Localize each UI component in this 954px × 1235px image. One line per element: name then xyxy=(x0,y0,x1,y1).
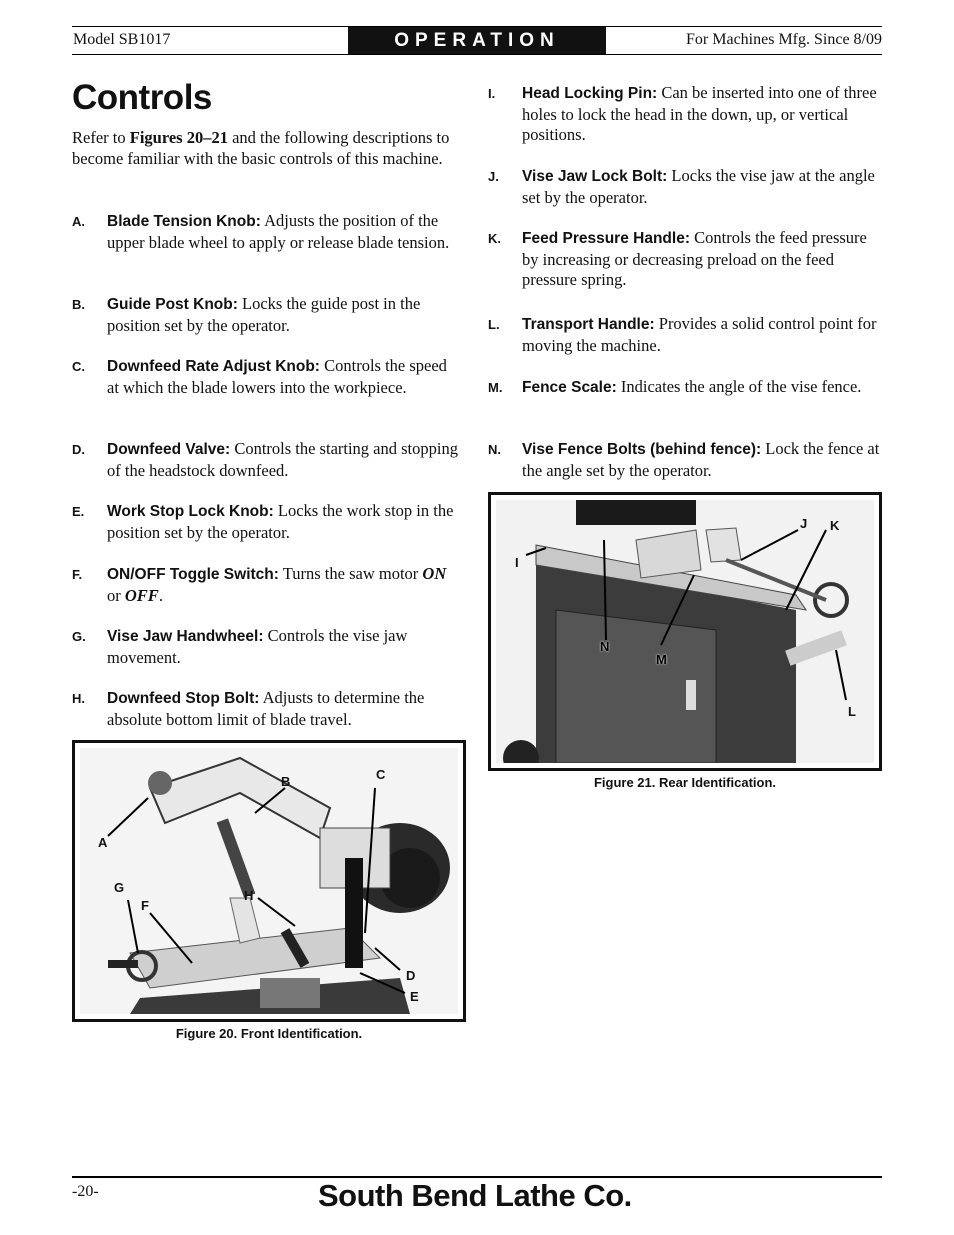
item-title: Downfeed Valve: xyxy=(107,441,231,458)
fig20-label-a: A xyxy=(98,835,108,850)
item-title: Downfeed Rate Adjust Knob: xyxy=(107,358,320,375)
machines-since-label: For Machines Mfg. Since 8/09 xyxy=(686,31,882,48)
figure-20-caption: Figure 20. Front Identification. xyxy=(175,1026,363,1041)
fig20-label-g: G xyxy=(114,880,125,895)
item-letter: D. xyxy=(72,442,85,457)
item-letter: K. xyxy=(488,231,501,246)
header-rule-bottom xyxy=(72,54,882,55)
item-letter: B. xyxy=(72,297,85,312)
fig21-label-i: I xyxy=(515,555,519,570)
item-title: Downfeed Stop Bolt: xyxy=(107,690,260,707)
item-letter: C. xyxy=(72,359,85,374)
item-text: Lock the fence at the angle set by the operator. xyxy=(522,439,880,480)
item-text: Controls the feed pressure by increasing or decreasing preload on the feed pressure spring. xyxy=(522,228,867,289)
item-text: Locks the guide post in the position set by the operator. xyxy=(107,294,421,335)
item-title: Fence Scale: xyxy=(522,379,617,396)
item-text: Adjusts to determine the absolute bottom limit of blade travel. xyxy=(107,688,425,729)
fig20-label-c: C xyxy=(376,767,386,782)
item-letter: N. xyxy=(488,442,501,457)
brand-logo-text: South Bend Lathe Co. xyxy=(318,1178,632,1213)
bandsaw-rear-illustration xyxy=(496,500,874,763)
item-mid: or xyxy=(107,585,125,605)
item-letter: A. xyxy=(72,214,85,229)
item-title: Transport Handle: xyxy=(522,316,655,333)
figure-20-frame xyxy=(72,740,466,1022)
item-text: Locks the vise jaw at the angle set by the operator. xyxy=(522,166,875,207)
item-letter: F. xyxy=(72,567,83,582)
page-title: Controls xyxy=(72,78,212,117)
item-text: Provides a solid control point for moving the machine. xyxy=(522,314,877,355)
fig21-label-n: N xyxy=(600,639,610,654)
item-text: Controls the speed at which the blade lowers into the workpiece. xyxy=(107,356,447,397)
fig21-label-j: J xyxy=(800,516,808,531)
intro-pre: Refer to xyxy=(72,128,130,147)
figure-21-frame xyxy=(488,492,882,771)
fig20-label-f: F xyxy=(141,898,149,913)
figure-21-caption: Figure 21. Rear Identification. xyxy=(593,775,777,790)
item-title: Head Locking Pin: xyxy=(522,85,658,102)
item-letter: L. xyxy=(488,317,500,332)
fig20-label-d: D xyxy=(406,968,416,983)
fig20-label-b: B xyxy=(281,774,291,789)
page-number: -20- xyxy=(72,1183,99,1200)
item-em-on: ON xyxy=(422,564,447,583)
figure-21-photo xyxy=(496,500,874,763)
item-text: Turns the saw motor xyxy=(278,564,423,583)
item-text: Controls the starting and stopping of the headstock downfeed. xyxy=(107,439,458,480)
item-letter: E. xyxy=(72,504,85,519)
item-title: Guide Post Knob: xyxy=(107,296,238,313)
item-text: Indicates the angle of the vise fence. xyxy=(616,377,862,396)
model-label: Model SB1017 xyxy=(73,31,171,48)
figure-20-photo xyxy=(80,748,458,1014)
item-letter: I. xyxy=(488,86,496,101)
item-title: Vise Jaw Lock Bolt: xyxy=(522,168,668,185)
bandsaw-front-illustration xyxy=(80,748,458,1014)
fig20-label-h: H xyxy=(244,888,254,903)
fig21-label-m: M xyxy=(656,652,667,667)
item-letter: G. xyxy=(72,629,86,644)
section-banner: OPERATION xyxy=(348,27,606,54)
item-title: Work Stop Lock Knob: xyxy=(107,503,274,520)
item-text: Can be inserted into one of three holes to lock the head in the down, up, or vertical positions. xyxy=(522,83,877,144)
item-letter: H. xyxy=(72,691,85,706)
item-text: Locks the work stop in the position set by the operator. xyxy=(107,501,454,542)
item-em-off: OFF xyxy=(124,585,159,605)
item-title: ON/OFF Toggle Switch: xyxy=(107,566,279,583)
intro-post: and the following descriptions to become familiar with the basic controls of this machine. xyxy=(72,128,450,168)
item-title: Feed Pressure Handle: xyxy=(522,230,690,247)
item-title: Blade Tension Knob: xyxy=(107,213,261,230)
item-letter: J. xyxy=(488,169,499,184)
fig21-label-k: K xyxy=(830,518,840,533)
item-text: Controls the vise jaw movement. xyxy=(107,626,408,667)
item-letter: M. xyxy=(488,380,503,395)
item-title: Vise Fence Bolts (behind fence): xyxy=(522,441,762,458)
intro-figures-ref: Figures 20–21 xyxy=(129,128,228,147)
item-text: Adjusts the position of the upper blade wheel to apply or release blade tension. xyxy=(107,211,450,252)
item-title: Vise Jaw Handwheel: xyxy=(107,628,264,645)
fig20-label-e: E xyxy=(410,989,419,1004)
fig21-label-l: L xyxy=(848,704,856,719)
item-end: . xyxy=(158,585,163,605)
intro-paragraph xyxy=(72,128,462,169)
